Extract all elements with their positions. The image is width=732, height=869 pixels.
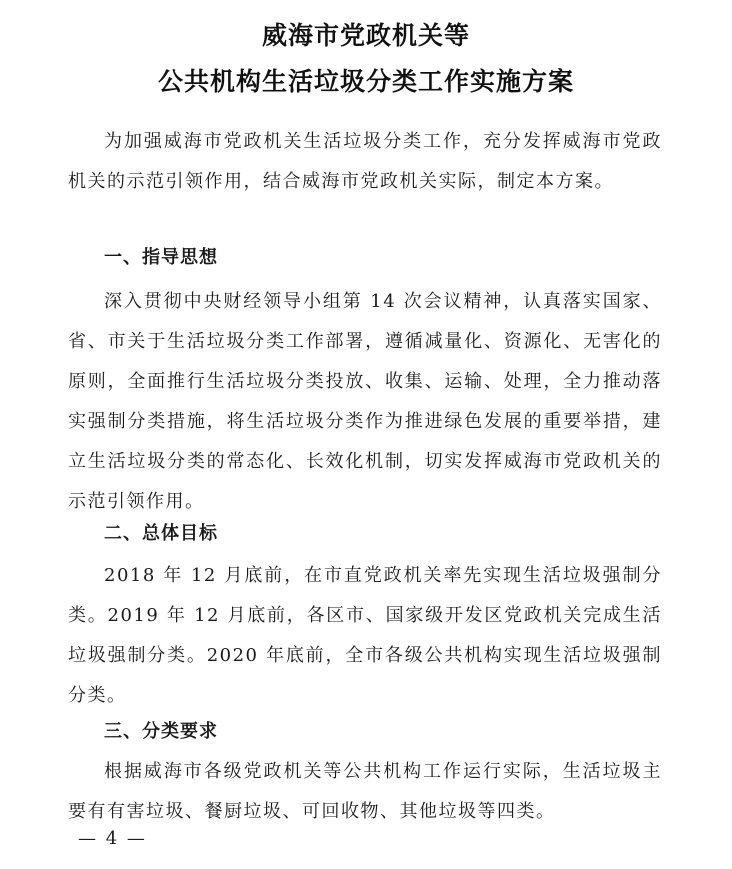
page-number: — 4 — — [78, 828, 147, 849]
document-title-line-1: 威海市党政机关等 — [261, 21, 470, 50]
section-body-guiding-thought: 深入贯彻中央财经领导小组第 14 次会议精神，认真落实国家、省、市关于生活垃圾分类工作部署，遵循减量化、资源化、无害化的原则，全面推行生活垃圾分类投放、收集、运输、处理，全力推动落实强制分类措施，将生活垃圾分类作为推进绿色发展的重要举措，建立生活垃圾分类的常态化、长效化机制，切实发挥威海市党政机关的示范引领作用。 — [68, 291, 662, 512]
intro-paragraph: 为加强威海市党政机关生活垃圾分类工作，充分发挥威海市党政机关的示范引领作用，结合威海市党政机关实际，制定本方案。 — [68, 131, 662, 192]
section-heading-guiding-thought: 一、指导思想 — [104, 247, 218, 268]
section-body-classification-requirements: 根据威海市各级党政机关等公共机构工作运行实际，生活垃圾主要有有害垃圾、餐厨垃圾、可回收物、其他垃圾等四类。 — [68, 761, 662, 822]
section-body-overall-goals: 2018 年 12 月底前，在市直党政机关率先实现生活垃圾强制分类。2019 年 12 月底前，各区市、国家级开发区党政机关完成生活垃圾强制分类。2020 年底前，全市各级公共机构实现生活垃圾强制分类。 — [68, 565, 662, 706]
section-heading-overall-goals: 二、总体目标 — [104, 523, 218, 544]
section-heading-classification-requirements: 三、分类要求 — [104, 721, 218, 742]
document-title-line-2: 公共机构生活垃圾分类工作实施方案 — [157, 67, 574, 96]
